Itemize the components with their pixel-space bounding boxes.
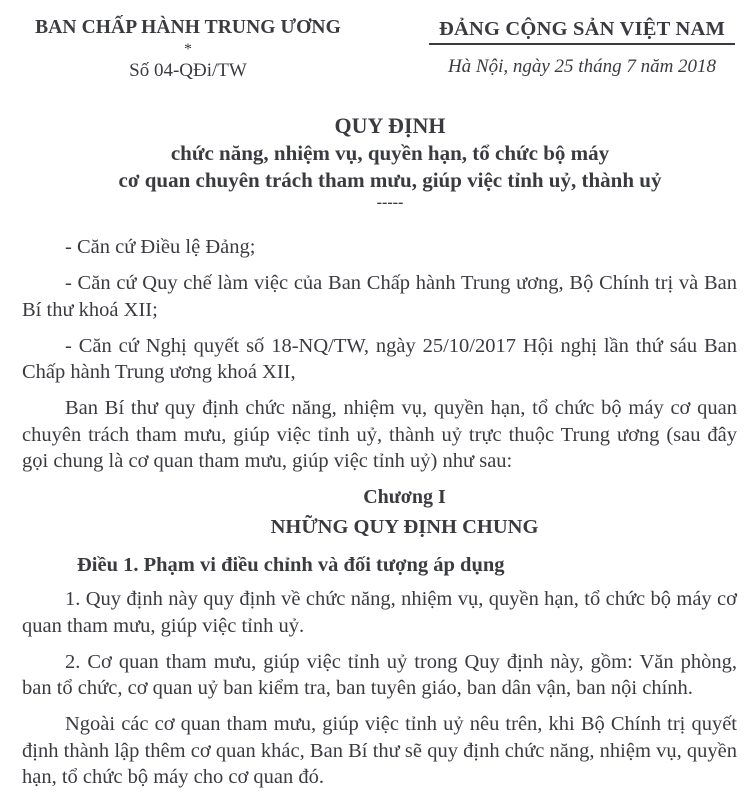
preamble-basis-resolution: - Căn cứ Nghị quyết số 18-NQ/TW, ngày 25/10/2017 Hội nghị lần thứ sáu Ban Chấp hành Trung ương khoá XII,: [22, 334, 737, 383]
document-body: [22, 234, 737, 800]
party-underline: [429, 43, 735, 45]
star-separator: *: [184, 41, 192, 58]
article-heading: Điều 1. Phạm vi điều chỉnh và đối tượng áp dụng: [77, 554, 505, 576]
document-title: QUY ĐỊNH: [334, 113, 446, 138]
chapter-label: Chương I: [363, 486, 446, 508]
article-paragraph: 2. Cơ quan tham mưu, giúp việc tỉnh uỷ trong Quy định này, gồm: Văn phòng, ban tổ chức, cơ quan uỷ ban kiểm tra, ban tuyên giáo, ban dân vận, ban nội chính.: [22, 650, 737, 699]
party-block: [412, 16, 752, 79]
place-date: Hà Nội, ngày 25 tháng 7 năm 2018: [447, 55, 717, 77]
chapter-title: NHỮNG QUY ĐỊNH CHUNG: [270, 516, 539, 538]
preamble-basis-working-rules: - Căn cứ Quy chế làm việc của Ban Chấp hành Trung ương, Bộ Chính trị và Ban Bí thư khoá XII;: [22, 272, 737, 321]
document-subtitle-line-2: cơ quan chuyên trách tham mưu, giúp việc tỉnh uỷ, thành uỷ: [118, 168, 662, 192]
preamble-basis-party-charter: - Căn cứ Điều lệ Đảng;: [65, 236, 256, 258]
article-paragraph: 1. Quy định này quy định về chức năng, nhiệm vụ, quyền hạn, tổ chức bộ máy cơ quan tham mưu, giúp việc tỉnh uỷ.: [22, 588, 737, 637]
document-subtitle-line-1: chức năng, nhiệm vụ, quyền hạn, tổ chức bộ máy: [170, 141, 610, 165]
issuing-organization: BAN CHẤP HÀNH TRUNG ƯƠNG: [35, 17, 341, 38]
document-number: Số 04-QĐi/TW: [129, 60, 247, 81]
party-name: ĐẢNG CỘNG SẢN VIỆT NAM: [438, 18, 726, 40]
preamble-decision: Ban Bí thư quy định chức năng, nhiệm vụ, quyền hạn, tổ chức bộ máy cơ quan chuyên trách tham mưu, giúp việc tỉnh uỷ, thành uỷ trực thuộc Trung ương (sau đây gọi chung là cơ quan tham mưu, giúp việc tỉnh uỷ) như sau:: [22, 397, 737, 472]
title-separator: -----: [376, 194, 404, 211]
article-paragraph: Ngoài các cơ quan tham mưu, giúp việc tỉnh uỷ nêu trên, khi Bộ Chính trị quyết định thành lập thêm cơ quan khác, Ban Bí thư sẽ quy định chức năng, nhiệm vụ, quyền hạn, tổ chức bộ máy cho cơ quan đó.: [22, 713, 737, 788]
document-title-block: [0, 112, 755, 210]
issuer-block: [18, 16, 358, 83]
